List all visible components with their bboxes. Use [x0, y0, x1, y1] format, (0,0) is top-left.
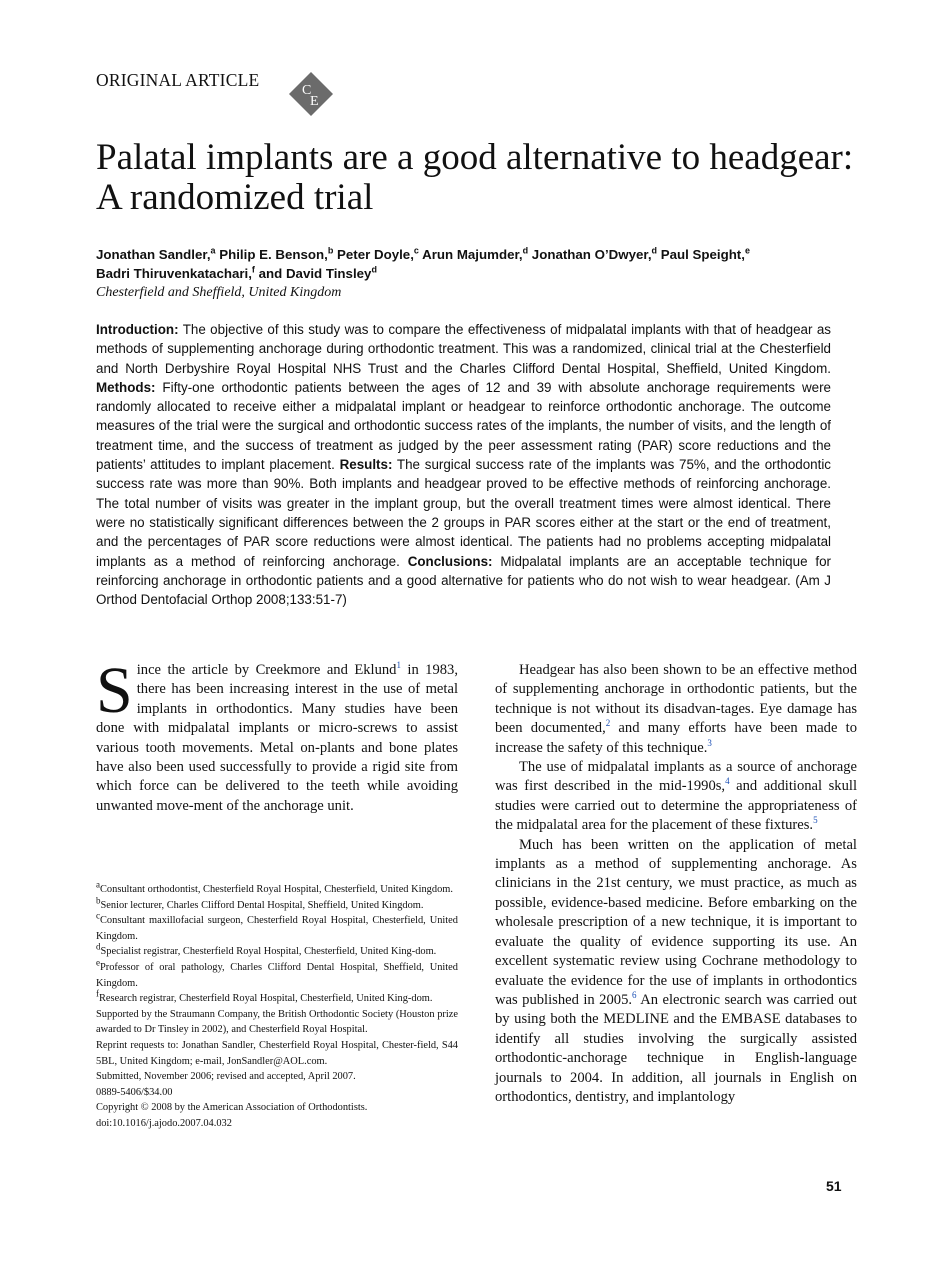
intro-paragraph	[96, 654, 459, 816]
footnote	[96, 957, 458, 991]
author-name: Paul Speight,	[657, 247, 745, 262]
author-affiliation-marker: c	[413, 245, 419, 256]
text-run: 0889-5406/$34.00	[96, 1086, 173, 1098]
reference-superscript: 3	[707, 737, 712, 748]
footnote	[96, 1085, 458, 1101]
body-paragraph	[495, 661, 857, 758]
text-run: Research registrar, Chesterfield Royal Hospital, Chesterfield, United King-dom.	[99, 993, 433, 1005]
text-run: Much has been written on the application of metal implants as a method of supplementing anchorage. As clinicians in the 21st century, we must practice, as much as possible, evidence-based medicine. Before embarking on the wholesale prescription of a new technique, it is important to evaluate the quality of evidence supporting its use. An excellent systematic review using Cochrane methodology to evaluate the evidence for the use of implants in orthodontics was published in 2005.	[495, 836, 857, 1008]
text-run: Senior lecturer, Charles Clifford Dental Hospital, Sheffield, United Kingdom.	[100, 899, 424, 911]
author-name: and David Tinsley	[254, 266, 372, 281]
text-run: and many efforts have been made to increase the safety of this technique.	[495, 720, 857, 756]
page-number: 51	[826, 1178, 842, 1194]
text-run: Reprint requests to: Jonathan Sandler, Chesterfield Royal Hospital, Chester-field, S44 5BL, United Kingdom; e-mail, JonSandler@AOL.com.	[96, 1039, 458, 1067]
author-name: Jonathan O’Dwyer,	[528, 247, 652, 262]
text-run: Midpalatal implants are an acceptable technique for reinforcing anchorage in orthodontic patients and a good alternative for patients who do not wish to wear headgear. (Am J Orthod Dentofacial Orthop 2008;133:51-7)	[96, 553, 831, 608]
footnote	[96, 1007, 458, 1038]
reference-superscript: 1	[396, 660, 401, 671]
abstract-heading: Methods:	[96, 379, 156, 395]
footnote	[96, 910, 458, 944]
reference-superscript: b	[96, 895, 101, 906]
body-paragraph	[495, 758, 857, 836]
author-name: Arun Majumder,	[418, 247, 523, 262]
author-affiliation-marker: a	[210, 245, 216, 256]
reference-superscript: 6	[632, 990, 637, 1001]
author-affiliation-marker: d	[651, 245, 658, 256]
section-label: ORIGINAL ARTICLE	[96, 70, 260, 90]
text-run: Professor of oral pathology, Charles Clifford Dental Hospital, Sheffield, United Kingdom.	[96, 961, 458, 989]
drop-cap: S	[96, 654, 133, 727]
footnote	[96, 1100, 458, 1116]
author-affiliation-marker: b	[327, 245, 334, 256]
text-run: Consultant orthodontist, Chesterfield Royal Hospital, Chesterfield, United Kingdom.	[100, 884, 453, 895]
reference-superscript: 5	[813, 815, 818, 826]
text-run: Specialist registrar, Chesterfield Royal Hospital, Chesterfield, United King-dom.	[100, 946, 437, 958]
text-run: The use of midpalatal implants as a source of anchorage was first described in the mid-1990s,	[495, 759, 857, 795]
footnote	[96, 1116, 458, 1132]
abstract	[96, 320, 831, 609]
text-run: in 1983, there has been increasing interest in the use of metal implants in orthodontics. Many studies have been done with midpalatal implants or micro-screws to assist various tooth movements. Metal on-plants and bone plates have also been used successfully to provide a rigid site from which force can be delivered to the teeth while avoiding unwanted move-ment of the anchorage unit.	[96, 662, 459, 814]
author-affiliation-marker: e	[744, 245, 750, 256]
text-run: An electronic search was carried out by using both the MEDLINE and the EMBASE databases to identify all studies involving the surgically assisted orthodontic-anchorage technique in English-language journals to 2004. In addition, all journals in English on orthodontics, dentistry, and implantology	[495, 991, 857, 1105]
reference-superscript: 4	[725, 776, 730, 787]
reference-superscript: d	[96, 941, 101, 952]
body-column-right	[495, 661, 857, 1107]
footnote	[96, 941, 458, 960]
text-run: Supported by the Straumann Company, the British Orthodontic Society (Houston prize awarded to Dr Tinsley in 2002), and Chesterfield Royal Hospital.	[96, 1008, 458, 1036]
reference-superscript: a	[96, 879, 100, 890]
text-run: Copyright © 2008 by the American Association of Orthodontists.	[96, 1102, 368, 1114]
svg-text:E: E	[310, 94, 319, 109]
text-run: Consultant maxillofacial surgeon, Chesterfield Royal Hospital, Chesterfield, United Kingdom.	[96, 915, 458, 942]
text-run: Fifty-one orthodontic patients between the ages of 12 and 39 with absolute anchorage requirements were randomly allocated to receive either a midpalatal implant or headgear to reinforce orthodontic anchorage. The outcome measures of the trial were the surgical and orthodontic success rates of the implants, the number of visits, and the length of treatment time, and the success of treatment as judged by the peer assessment rating (PAR) score reductions and the patients’ attitudes to implant placement.	[96, 379, 831, 473]
author-name: Badri Thiruvenkatachari,	[96, 266, 252, 281]
text-run: ince the article by Creekmore and Eklund	[136, 662, 397, 678]
author-list	[96, 245, 856, 283]
body-column-left	[96, 654, 459, 816]
reference-superscript: 2	[605, 718, 611, 729]
footnote	[96, 988, 458, 1007]
abstract-heading: Introduction:	[96, 322, 179, 337]
author-affiliation-marker: d	[522, 245, 529, 256]
footnote	[96, 1069, 458, 1085]
svg-text:C: C	[302, 83, 312, 98]
author-name: Peter Doyle,	[333, 247, 414, 262]
footnote	[96, 1038, 458, 1069]
reference-superscript: e	[96, 957, 100, 968]
body-paragraph	[495, 836, 857, 1108]
article-title: Palatal implants are a good alternative to headgear: A randomized trial	[96, 137, 854, 218]
author-name: Philip E. Benson,	[215, 247, 328, 262]
footnote	[96, 895, 458, 914]
author-affiliation-marker: d	[371, 264, 377, 275]
text-run: The surgical success rate of the implants was 75%, and the orthodontic success rate was more than 90%. Both implants and headgear proved to be effective methods of reinforcing anchorage. The total number of visits was greater in the implant group, but the overall treatment times were almost identical. There were no statistically significant differences between the 2 groups in PAR scores either at the start or the end of treatment, and the percentages of PAR score reductions were almost identical. The patients had no problems accepting midpalatal implants as a method of reinforcing anchorage.	[96, 457, 831, 569]
author-affiliation-marker: f	[251, 264, 255, 275]
author-name: Jonathan Sandler,	[96, 247, 211, 262]
abstract-heading: Conclusions:	[407, 553, 493, 569]
affiliation: Chesterfield and Sheffield, United Kingdom	[96, 285, 342, 300]
abstract-heading: Results:	[339, 457, 393, 473]
footnote	[96, 879, 458, 898]
footnotes	[96, 879, 458, 1132]
text-run: Headgear has also been shown to be an effective method of supplementing anchorage in orthodontic patients, but the technique is not without its disadvan-tages. Eye damage has been documented,	[495, 662, 857, 737]
reference-superscript: f	[96, 988, 99, 999]
text-run: and additional skull studies were carried out to determine the appropriateness of the midpalatal area for the placement of these fixtures.	[495, 778, 858, 834]
text-run: The objective of this study was to compare the effectiveness of midpalatal implants with that of headgear as methods of supplementing anchorage during orthodontic treatment. This was a randomized, clinical trial at the Chesterfield and North Derbyshire Royal Hospital NHS Trust and the Charles Clifford Dental Hospital, Sheffield, United Kingdom.	[96, 322, 831, 376]
reference-superscript: c	[96, 910, 100, 921]
text-run: Submitted, November 2006; revised and accepted, April 2007.	[96, 1071, 356, 1083]
text-run: doi:10.1016/j.ajodo.2007.04.032	[96, 1117, 232, 1129]
ce-logo-icon	[289, 72, 333, 116]
